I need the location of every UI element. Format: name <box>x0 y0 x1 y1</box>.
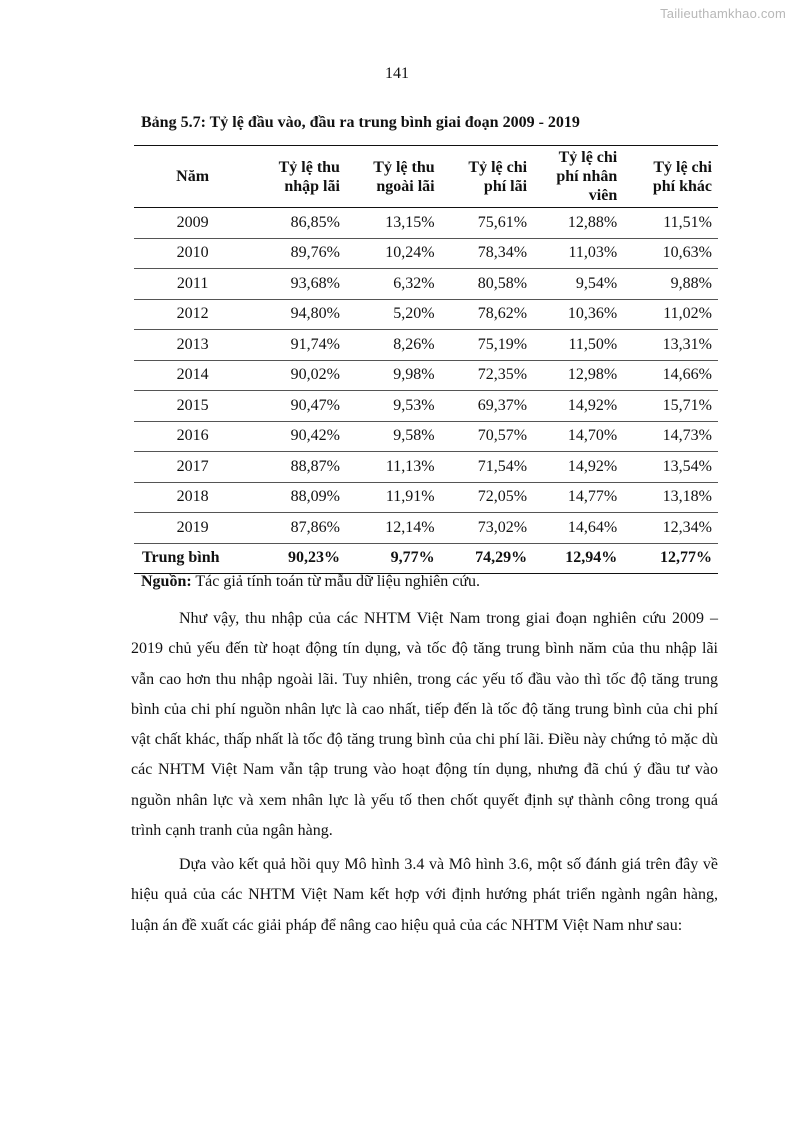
ratio-cell: 10,36% <box>567 305 618 323</box>
ratio-cell: 11,91% <box>385 488 435 506</box>
table-row <box>134 330 718 361</box>
table-header-row <box>134 146 718 208</box>
ratio-cell: 71,54% <box>477 457 528 475</box>
year-cell: 2015 <box>176 396 209 414</box>
ratio-cell: 6,32% <box>393 274 435 292</box>
ratio-cell: 9,53% <box>393 396 435 414</box>
header-year: Năm <box>176 168 210 185</box>
year-cell: 2017 <box>176 457 209 475</box>
table-row <box>134 452 718 483</box>
page-number: 141 <box>385 65 409 82</box>
total-cell: 74,29% <box>475 549 528 567</box>
year-cell: 2010 <box>176 244 209 262</box>
table-source <box>141 573 480 591</box>
ratio-cell: 9,58% <box>393 427 435 445</box>
ratio-cell: 13,18% <box>662 488 712 506</box>
year-cell: 2009 <box>176 213 209 231</box>
ratio-cell: 89,76% <box>290 244 340 262</box>
ratio-cell: 14,77% <box>567 488 618 506</box>
ratio-cell: 90,47% <box>290 396 340 414</box>
year-cell: 2018 <box>176 488 209 506</box>
total-cell: 9,77% <box>390 549 435 567</box>
ratio-cell: 5,20% <box>393 305 435 323</box>
table-row <box>134 391 718 422</box>
ratio-cell: 14,70% <box>567 427 618 445</box>
ratio-cell: 72,35% <box>477 366 528 384</box>
table-row <box>134 360 718 391</box>
source-label: Nguồn: <box>141 573 192 590</box>
ratio-cell: 12,88% <box>567 213 618 231</box>
ratio-cell: 15,71% <box>662 396 712 414</box>
ratio-table <box>134 145 718 574</box>
ratio-cell: 87,86% <box>290 518 340 536</box>
header-interest-expense: Tỷ lệ chi phí lãi <box>468 158 528 195</box>
ratio-cell: 14,64% <box>567 518 618 536</box>
table-row <box>134 421 718 452</box>
ratio-cell: 14,92% <box>567 396 618 414</box>
ratio-cell: 78,34% <box>477 244 528 262</box>
table-caption: Bảng 5.7: Tỷ lệ đầu vào, đầu ra trung bình giai đoạn 2009 - 2019 <box>141 114 580 131</box>
ratio-cell: 14,66% <box>662 366 712 384</box>
ratio-cell: 13,31% <box>662 335 712 353</box>
ratio-cell: 93,68% <box>290 274 340 292</box>
ratio-cell: 12,34% <box>662 518 712 536</box>
ratio-cell: 14,73% <box>662 427 712 445</box>
ratio-cell: 9,88% <box>670 274 712 292</box>
table-row <box>134 269 718 300</box>
ratio-cell: 13,15% <box>385 213 435 231</box>
paragraph-2: Dựa vào kết quả hồi quy Mô hình 3.4 và Mô hình 3.6, một số đánh giá trên đây về hiệu quả của các NHTM Việt Nam kết hợp với định hướng phát triển ngành ngân hàng, luận án đề xuất các giải pháp để nâng cao hiệu quả của các NHTM Việt Nam như sau: <box>131 856 718 934</box>
year-cell: 2016 <box>176 427 209 445</box>
table-total-row <box>134 543 718 574</box>
ratio-cell: 86,85% <box>290 213 340 231</box>
ratio-cell: 69,37% <box>477 396 528 414</box>
ratio-cell: 11,50% <box>568 335 618 353</box>
ratio-cell: 10,24% <box>385 244 435 262</box>
table-row <box>134 299 718 330</box>
total-cell: 12,94% <box>565 549 618 567</box>
header-non-interest-income: Tỷ lệ thu ngoài lãi <box>373 158 435 195</box>
watermark: Tailieuthamkhao.com <box>660 6 786 21</box>
ratio-cell: 8,26% <box>393 335 435 353</box>
source-text: Tác giả tính toán từ mẫu dữ liệu nghiên cứu. <box>195 573 481 590</box>
ratio-cell: 90,02% <box>290 366 340 384</box>
year-cell: 2012 <box>176 305 209 323</box>
header-other-expense: Tỷ lệ chi phí khác <box>652 158 712 195</box>
ratio-cell: 91,74% <box>290 335 340 353</box>
ratio-cell: 73,02% <box>477 518 528 536</box>
ratio-cell: 78,62% <box>477 305 528 323</box>
ratio-cell: 75,61% <box>477 213 528 231</box>
ratio-cell: 9,98% <box>393 366 435 384</box>
table-row <box>134 238 718 269</box>
ratio-cell: 10,63% <box>662 244 712 262</box>
year-cell: 2013 <box>176 335 209 353</box>
header-staff-expense: Tỷ lệ chi phí nhân viên <box>556 149 618 204</box>
ratio-cell: 11,02% <box>663 305 712 323</box>
header-interest-income: Tỷ lệ thu nhập lãi <box>278 158 340 195</box>
ratio-cell: 72,05% <box>477 488 528 506</box>
total-label: Trung bình <box>142 549 220 567</box>
ratio-cell: 14,92% <box>567 457 618 475</box>
ratio-cell: 88,87% <box>290 457 340 475</box>
table-row <box>134 513 718 544</box>
ratio-cell: 80,58% <box>477 274 528 292</box>
total-cell: 90,23% <box>287 549 340 567</box>
table-row <box>134 482 718 513</box>
ratio-cell: 12,98% <box>567 366 618 384</box>
ratio-cell: 90,42% <box>290 427 340 445</box>
ratio-cell: 11,51% <box>663 213 712 231</box>
ratio-cell: 13,54% <box>662 457 712 475</box>
ratio-cell: 88,09% <box>290 488 340 506</box>
ratio-cell: 11,13% <box>385 457 435 475</box>
table-body <box>134 208 718 574</box>
ratio-cell: 11,03% <box>568 244 618 262</box>
total-cell: 12,77% <box>660 549 712 567</box>
year-cell: 2011 <box>176 274 209 292</box>
paragraph-1: Như vậy, thu nhập của các NHTM Việt Nam trong giai đoạn nghiên cứu 2009 – 2019 chủ yếu đến từ hoạt động tín dụng, và tốc độ tăng trung bình năm của thu nhập lãi vẫn cao hơn thu nhập ngoài lãi. Tuy nhiên, trong các yếu tố đầu vào thì tốc độ tăng trung bình của chi phí nguồn nhân lực là cao nhất, tiếp đến là tốc độ tăng trung bình của chi phí vật chất khác, thấp nhất là tốc độ tăng trung bình của chi phí lãi. Điều này chứng tỏ mặc dù các NHTM Việt Nam vẫn tập trung vào hoạt động tín dụng, nhưng đã chú ý đầu tư vào nguồn nhân lực và xem nhân lực là yếu tố then chốt quyết định sự thành công trong quá trình cạnh tranh của ngân hàng. <box>131 610 718 840</box>
ratio-cell: 75,19% <box>477 335 528 353</box>
ratio-cell: 94,80% <box>290 305 340 323</box>
ratio-cell: 9,54% <box>575 274 618 292</box>
ratio-cell: 12,14% <box>385 518 435 536</box>
year-cell: 2014 <box>176 366 209 384</box>
ratio-cell: 70,57% <box>477 427 528 445</box>
year-cell: 2019 <box>176 518 209 536</box>
table-row <box>134 208 718 239</box>
